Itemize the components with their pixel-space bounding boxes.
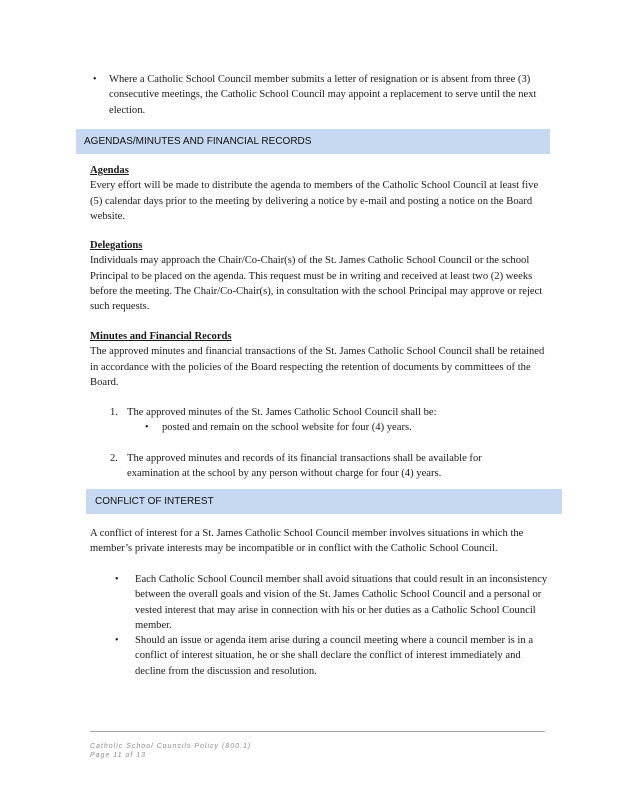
minutes-text: The approved minutes and financial transactions of the St. James Catholic School Council shall be retained in accordance with the policies of the Board respecting the retention of documents by committees of the Board.	[90, 346, 545, 388]
footer-page-number: Page 11 of 13	[90, 752, 147, 759]
section-title: AGENDAS/MINUTES AND FINANCIAL RECORDS	[84, 136, 312, 147]
delegations-heading: Delegations	[90, 240, 143, 251]
item-number: 1.	[110, 407, 118, 418]
section-title: CONFLICT OF INTEREST	[95, 496, 214, 507]
item-number: 2.	[110, 453, 118, 464]
item-text: The approved minutes of the St. James Catholic School Council shall be:	[127, 407, 437, 418]
bullet-icon: •	[93, 74, 97, 85]
conflict-bullet-1	[115, 572, 550, 633]
bullet-icon: •	[115, 635, 119, 646]
bullet-icon: •	[145, 422, 149, 433]
resignation-text: Where a Catholic School Council member submits a letter of resignation or is absent from three (3) consecutive meetings, the Catholic School Council may appoint a replacement to serve until the next election.	[109, 74, 537, 116]
delegations-text: Individuals may approach the Chair/Co-Chair(s) of the St. James Catholic School Council or the school Principal to be placed on the agenda. This request must be in writing and received at least two (2) weeks before the meeting. The Chair/Co-Chair(s), in consultation with the school Principal may approve or reject such requests.	[90, 255, 543, 313]
bullet-icon: •	[115, 574, 119, 585]
conflict-bullet-text: Should an issue or agenda item arise during a council meeting where a council member is in a conflict of interest situation, he or she shall declare the conflict of interest immediately and decline from the discussion and resolution.	[135, 635, 534, 677]
agendas-heading: Agendas	[90, 165, 129, 176]
footer	[90, 742, 251, 760]
agendas-block	[90, 163, 552, 224]
minutes-block	[90, 329, 552, 390]
subbullet-text: posted and remain on the school website for four (4) years.	[162, 422, 412, 433]
footer-policy: Catholic School Councils Policy (800.1)	[90, 743, 252, 750]
section-header-conflict	[86, 489, 562, 514]
minutes-item-1	[110, 405, 550, 420]
delegations-block	[90, 238, 552, 314]
footer-divider	[90, 731, 545, 732]
minutes-heading: Minutes and Financial Records	[90, 331, 232, 342]
resignation-bullet	[93, 72, 553, 118]
conflict-bullet-2	[115, 633, 550, 679]
conflict-bullet-text: Each Catholic School Council member shall avoid situations that could result in an inconsistency between the overall goals and vision of the St. James Catholic School Council and a personal or vested interest that may arise in connection with his or her duties as a Catholic School Council member.	[135, 574, 548, 631]
minutes-subbullet	[145, 420, 550, 435]
conflict-intro	[90, 526, 552, 557]
section-header-agendas-minutes	[76, 129, 550, 154]
agendas-text: Every effort will be made to distribute the agenda to members of the Catholic School Council at least five (5) calendar days prior to the meeting by delivering a notice by e-mail and posting a notice on the Board website.	[90, 180, 539, 222]
item-text: The approved minutes and records of its financial transactions shall be available for examination at the school by any person without charge for four (4) years.	[127, 453, 482, 480]
conflict-intro-text: A conflict of interest for a St. James Catholic School Council member involves situations in which the member’s private interests may be incompatible or in conflict with the Catholic School Council.	[90, 528, 524, 555]
minutes-item-2	[110, 451, 530, 482]
